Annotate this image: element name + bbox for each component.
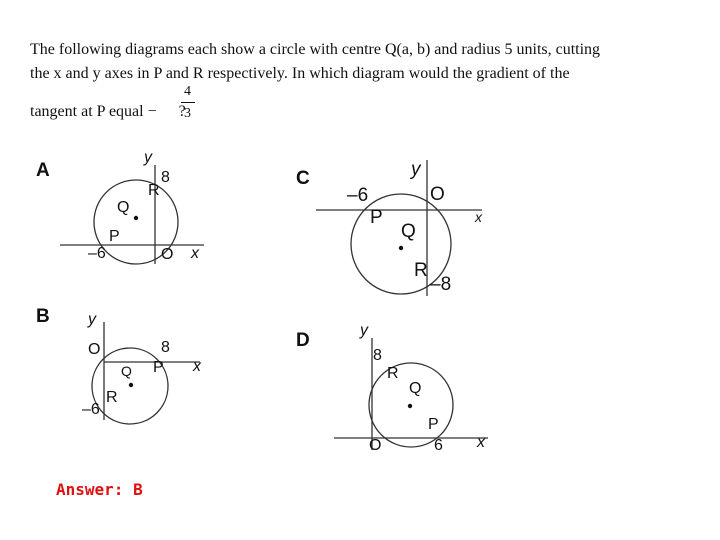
- panel-label-d: D: [296, 330, 310, 351]
- diagram-a-x-label: x: [191, 245, 199, 262]
- diagram-a-p-label: P: [109, 228, 120, 245]
- panel-label-c: C: [296, 168, 310, 189]
- diagram-b-minus6-label: –6: [82, 401, 100, 418]
- diagram-d-six-label: 6: [434, 437, 443, 454]
- diagram-b-eight-label: 8: [161, 339, 170, 356]
- diagram-d-r-label: R: [387, 365, 399, 382]
- diagram-c-minus6-label: –6: [347, 185, 369, 206]
- diagram-d-o-label: O: [369, 437, 382, 454]
- diagram-d-centre-dot: [408, 404, 412, 408]
- diagram-a-q-label: Q: [117, 199, 130, 216]
- diagram-c-q-label: Q: [401, 221, 416, 242]
- diagram-d-x-label: x: [477, 434, 485, 451]
- diagram-b-r-label: R: [106, 389, 118, 406]
- diagram-d-q-label: Q: [409, 380, 422, 397]
- diagram-a-r-label: R: [148, 182, 160, 199]
- diagram-c: [296, 159, 483, 296]
- diagram-c-o-label: O: [430, 184, 445, 205]
- answer-text: Answer: B: [56, 480, 143, 499]
- diagram-c-minus8-label: –8: [430, 274, 452, 295]
- question-line-3-suffix: ?: [178, 103, 186, 120]
- diagram-b-y-label: y: [88, 311, 96, 328]
- diagram-b-q-label: Q: [121, 363, 132, 379]
- diagram-a-minus6-label: –6: [88, 245, 106, 262]
- diagram-b: [36, 306, 202, 424]
- question-line-1: The following diagrams each show a circle with centre Q(a, b) and radius 5 units, cutting: [30, 41, 601, 58]
- fraction-denominator: 3: [184, 106, 191, 121]
- diagram-c-centre-dot: [399, 246, 403, 250]
- diagram-a-eight-label: 8: [161, 169, 170, 186]
- diagram-a: [36, 149, 204, 264]
- fraction-numerator: 4: [184, 84, 191, 99]
- diagram-d-y-label: y: [360, 322, 368, 339]
- diagram-c-r-label: R: [414, 260, 428, 281]
- diagram-b-p-label: P: [153, 359, 164, 376]
- diagram-d: [296, 322, 488, 454]
- diagram-b-x-label: x: [193, 358, 201, 375]
- panel-label-b: B: [36, 306, 50, 327]
- diagram-a-centre-dot: [134, 216, 138, 220]
- question-line-2: the x and y axes in P and R respectively. In which diagram would the gradient of the: [30, 65, 570, 82]
- diagram-a-y-label: y: [144, 149, 152, 166]
- diagram-b-o-label: O: [88, 341, 101, 358]
- diagram-c-x-label: x: [475, 209, 482, 225]
- diagram-c-p-label: P: [370, 207, 383, 228]
- diagram-c-y-label: y: [411, 159, 421, 180]
- diagram-d-eight-label: 8: [373, 347, 382, 364]
- diagram-a-o-label: O: [161, 246, 174, 263]
- panel-label-a: A: [36, 160, 50, 181]
- diagram-b-centre-dot: [129, 383, 133, 387]
- diagram-d-p-label: P: [428, 416, 439, 433]
- question-line-3-prefix: tangent at P equal −: [30, 103, 157, 120]
